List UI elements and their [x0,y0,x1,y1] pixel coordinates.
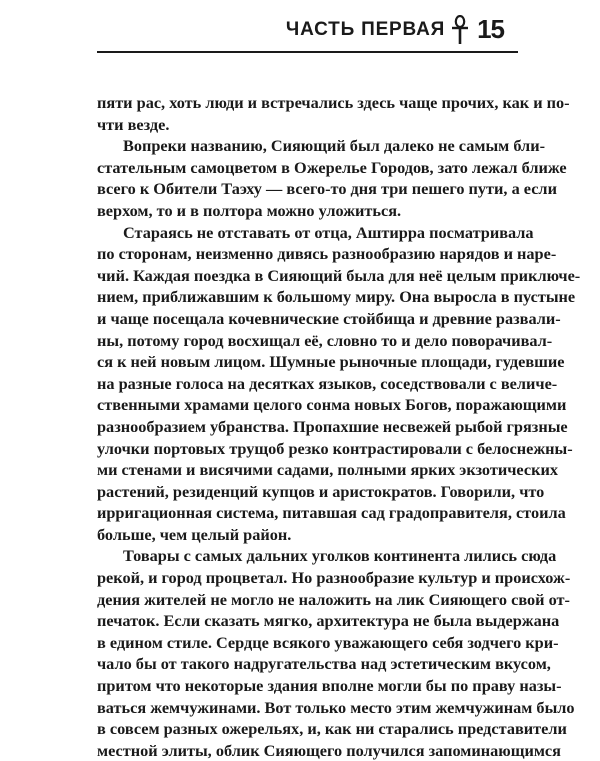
text-line: нием, приближавшим к большому миру. Она выросла в пустыне [97,287,576,307]
text-line: притом что некоторые здания вполне могли бы по праву назы- [97,676,562,696]
header-rule [97,51,518,53]
paragraph [97,92,570,135]
text-line: ми стенами и висячими садами, полными ярких экзотических [97,460,558,480]
section-title: ЧАСТЬ ПЕРВАЯ [285,18,446,40]
page-number: 15 [477,14,504,44]
running-header [286,14,504,45]
text-line: рекой, и город процветал. Но разнообразие культур и происхож- [97,568,571,588]
text-line: ся к ней новым лицом. Шумные рыночные площади, гудевшие [97,352,565,372]
paragraph [97,222,581,546]
text-line: всего к Обители Таэху — всего-то дня три пешего пути, а если [97,179,557,199]
text-line: ны, потому город восхищал её, словно то и дело поворачивал- [97,330,553,350]
text-line: стательным самоцветом в Ожерелье Городов, зато лежал ближе [97,157,567,177]
ankh-icon [451,15,469,45]
paragraph [97,545,575,761]
body-text [97,92,581,761]
text-line: пяти рас, хоть люди и встречались здесь чаще прочих, как и по- [97,93,570,112]
text-line: верхом, то и в полтора можно уложиться. [97,200,402,220]
text-line: больше, чем целый район. [97,524,292,544]
text-line: местной элиты, облик Сияющего получился запоминающимся [97,740,561,760]
text-line: ственными храмами целого сонма новых Богов, поражающими [97,395,567,415]
text-line: ирригационная система, питавшая сад градоправителя, стоила [97,503,566,523]
text-line: в едином стиле. Сердце всякого уважающего себя зодчего кри- [97,632,559,652]
text-line: печаток. Если сказать мягко, архитектура не была выдержана [97,611,560,631]
text-line: по сторонам, неизменно дивясь разнообразию нарядов и наре- [97,244,557,264]
text-line: чий. Каждая поездка в Сияющий была для неё целым приключе- [97,265,581,285]
text-line: Стараясь не отставать от отца, Аштирра посматривала [123,222,534,242]
text-line: чти везде. [97,114,170,134]
text-line: в совсем разных ожерельях, и, как ни старались представители [97,719,567,739]
text-line: чало бы от такого надругательства над эстетическим вкусом, [97,654,551,674]
text-line: растений, резиденций купцов и аристократов. Говорили, что [97,481,545,501]
text-line: и чаще посещала кочевнические стойбища и древние развали- [97,308,561,328]
paragraph [97,135,567,221]
text-line: ваться жемчужинами. Вот только место этим жемчужинам было [97,697,575,717]
text-line: улочки портовых трущоб резко контрастировали с белоснежны- [97,438,573,458]
text-line: Вопреки названию, Сияющий был далеко не самым бли- [123,136,545,156]
text-line: на разные голоса на десятках языков, соседствовали с величе- [97,373,558,393]
text-line: дения жителей не могло не наложить на лик Сияющего свой от- [97,589,570,609]
text-line: разнообразием убранства. Пропахшие несвежей рыбой грязные [97,416,568,436]
text-line: Товары с самых дальних уголков континента лились сюда [123,546,557,566]
